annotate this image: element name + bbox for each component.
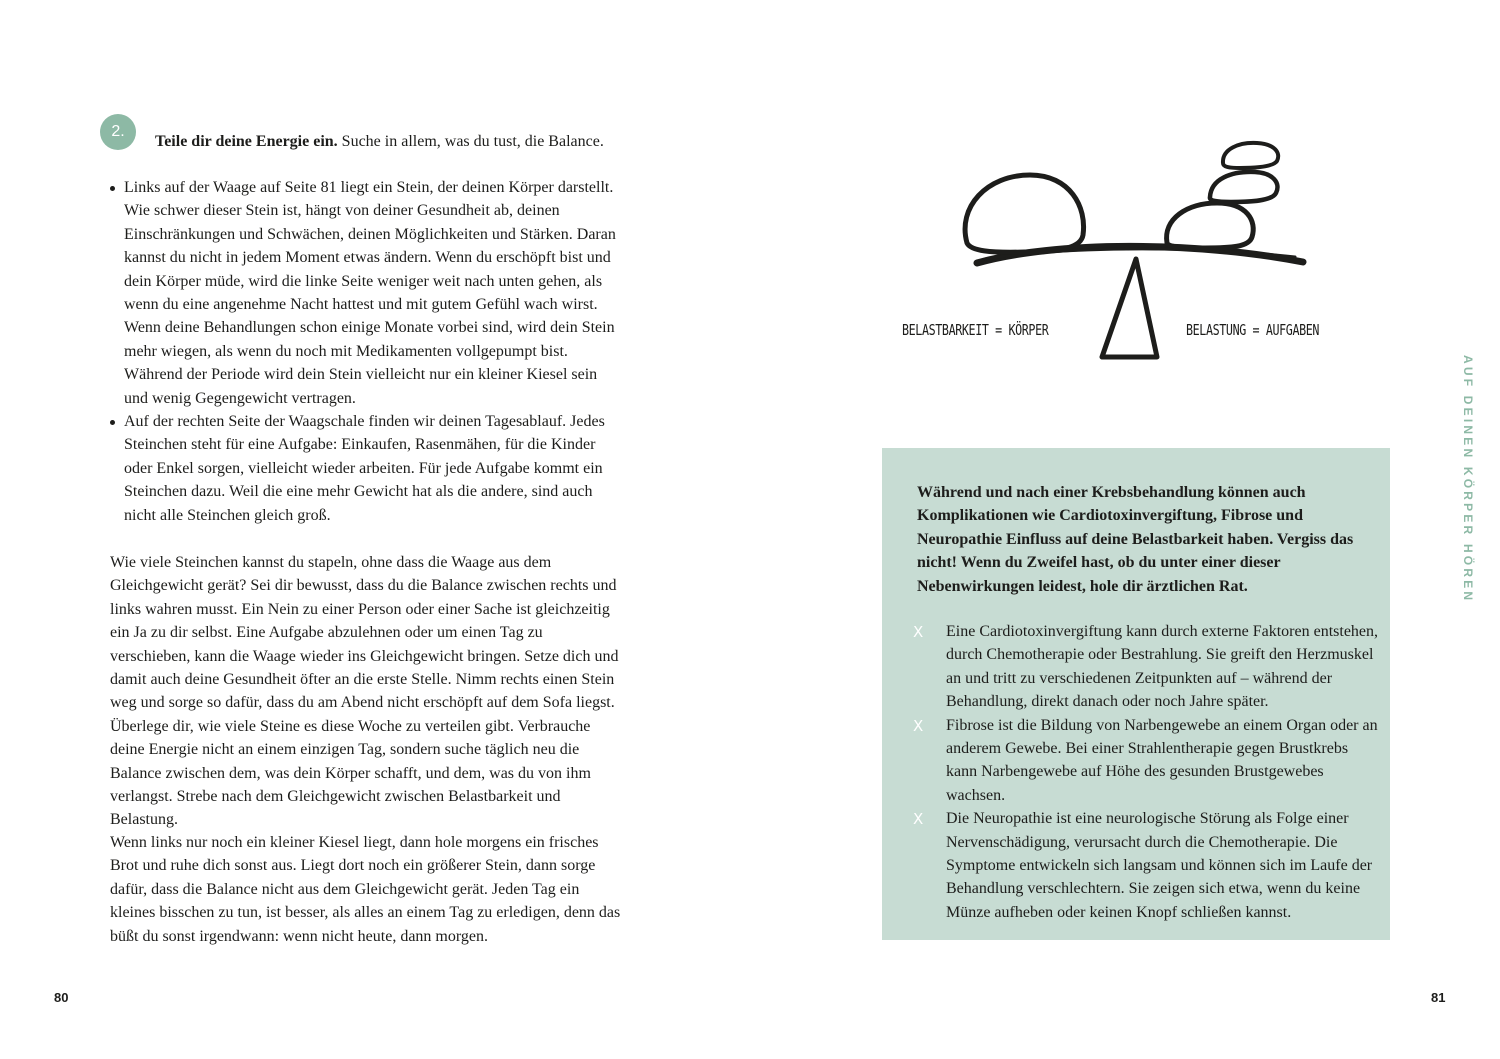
page-number-right: 81 bbox=[1431, 990, 1446, 1005]
x-bullet-icon: X bbox=[913, 716, 924, 735]
x-bullet-icon: X bbox=[913, 623, 924, 641]
label-load: BELASTUNG = AUFGABEN bbox=[1186, 321, 1320, 339]
right-page bbox=[750, 0, 1500, 1059]
stone-right-top bbox=[1223, 143, 1278, 168]
bullet-item-pebbles: Auf der rechten Seite der Waagschale finden wir deinen Tagesablauf. Jedes Steinchen steht für eine Aufgabe: Einkaufen, Rasenmähen, für die Kinder oder Enkel sorgen, vielleicht wieder arbeiten. Für jede Aufgabe kommt ein Steinchen dazu. Weil die eine mehr Gewicht hat als die andere, sind auch nicht alle Steinchen gleich groß. bbox=[108, 410, 623, 527]
balance-scale-illustration bbox=[895, 135, 1315, 375]
paragraph-balance: Wie viele Steinchen kannst du stapeln, ohne dass die Waage aus dem Gleichgewicht gerät? Sei dir bewusst, dass du die Balance zwischen rechts und links wahren musst. Ein Nein zu einer Person oder einer Sache ist gleichzeitig ein Ja zu dir selbst. Eine Aufgabe abzulehnen oder um einen Tag zu verschieben, kann die Waage wieder ins Gleichgewicht bringen. Setze dich und damit auch deine Gesundheit öfter an die erste Stelle. Nimm rechts einen Stein weg und sorge so dafür, dass du am Abend nicht erschöpft auf dem Sofa liegst. Überlege dir, wie viele Steine es diese Woche zu verteilen gibt. Verbrauche deine Energie nicht an einem einzigen Tag, sondern suche täglich neu die Balance zwischen dem, was dein Körper schafft, und dem, was du von ihm verlangst. Strebe nach dem Gleichgewicht zwischen Belastbarkeit und Belastung. bbox=[110, 554, 619, 829]
large-stone-left bbox=[965, 175, 1084, 252]
info-box-intro: Während und nach einer Krebsbehandlung können auch Komplikationen wie Cardiotoxinvergiftung, Fibrose und Neuropathie Einfluss auf deine Belastbarkeit haben. Vergiss das nicht! Wenn du Zweifel hast, ob du unter einer dieser Nebenwirkungen leidest, hole dir ärztlichen Rat. bbox=[917, 484, 1354, 595]
list-item-neuropathy bbox=[910, 807, 1380, 924]
chapter-side-tab: AUF DEINEN KÖRPER HÖREN bbox=[1461, 355, 1475, 604]
info-box bbox=[882, 448, 1390, 940]
label-resilience: BELASTBARKEIT = KÖRPER bbox=[902, 321, 1049, 339]
step-subtitle: Suche in allem, was du tust, die Balance. bbox=[337, 133, 604, 150]
stone-right-middle bbox=[1210, 172, 1278, 202]
list-item-fibrosis bbox=[910, 714, 1380, 808]
paragraph-pebble: Wenn links nur noch ein kleiner Kiesel liegt, dann hole morgens ein frisches Brot und ruhe dich sonst aus. Liegt dort noch ein größerer Stein, dann sorge dafür, dass die Balance nicht aus dem Gleichgewicht gerät. Jeden Tag ein kleines bisschen zu tun, ist besser, als alles an einem Tag zu erledigen, denn das büßt du sonst irgendwann: wenn nicht heute, dann morgen. bbox=[110, 834, 621, 945]
stone-right-bottom bbox=[1167, 203, 1254, 248]
bullet-item-stone: Links auf der Waage auf Seite 81 liegt ein Stein, der deinen Körper darstellt. Wie schwer dieser Stein ist, hängt von deiner Gesundheit ab, deinen Einschränkungen und Schwächen, deinen Möglichkeiten und Stärken. Daran kannst du nicht in jedem Moment etwas ändern. Wenn du erschöpft bist und dein Körper müde, wird die linke Seite weniger weit nach unten gehen, als wenn du eine angenehme Nacht hattest und mit gutem Gefühl wach wirst. Wenn deine Behandlungen schon einige Monate vorbei sind, wird dein Stein mehr wiegen, als wenn du noch mit Medikamenten vollgepumpt bist. Während der Periode wird dein Stein vielleicht nur ein kleiner Kiesel sein und wenig Gegengewicht vertragen. bbox=[108, 176, 623, 410]
step-title: Teile dir deine Energie ein. bbox=[155, 133, 338, 150]
list-item-cardiotoxin bbox=[910, 620, 1380, 714]
list-item-text: Eine Cardiotoxinvergiftung kann durch externe Faktoren entstehen, durch Chemotherapie oder Bestrahlung. Sie greift den Herzmuskel an und tritt zu verschiedenen Zeitpunkten auf – während der Behandlung, direkt danach oder noch Jahre später. bbox=[946, 623, 1379, 711]
page-number-left: 80 bbox=[54, 990, 69, 1005]
list-item-text: Fibrose ist die Bildung von Narbengewebe an einem Organ oder an anderem Gewebe. Bei einer Strahlentherapie gegen Brustkrebs kann Narbengewebe auf Höhe des gesunden Brustgewebes wachsen. bbox=[946, 716, 1378, 804]
step-number-badge: 2. bbox=[100, 114, 136, 150]
bullet-list bbox=[108, 176, 623, 527]
list-item-text: Die Neuropathie ist eine neurologische Störung als Folge einer Nervenschädigung, verursacht durch die Chemotherapie. Die Symptome entwickeln sich langsam und können sich im Laufe der Behandlung verschlechtern. Sie zeigen sich etwa, wenn du keine Münze aufheben oder keinen Knopf schließen kannst. bbox=[946, 810, 1373, 921]
scale-fulcrum bbox=[1102, 259, 1157, 357]
complication-list bbox=[910, 620, 1380, 924]
step-heading bbox=[155, 131, 625, 153]
x-bullet-icon: X bbox=[913, 810, 924, 829]
